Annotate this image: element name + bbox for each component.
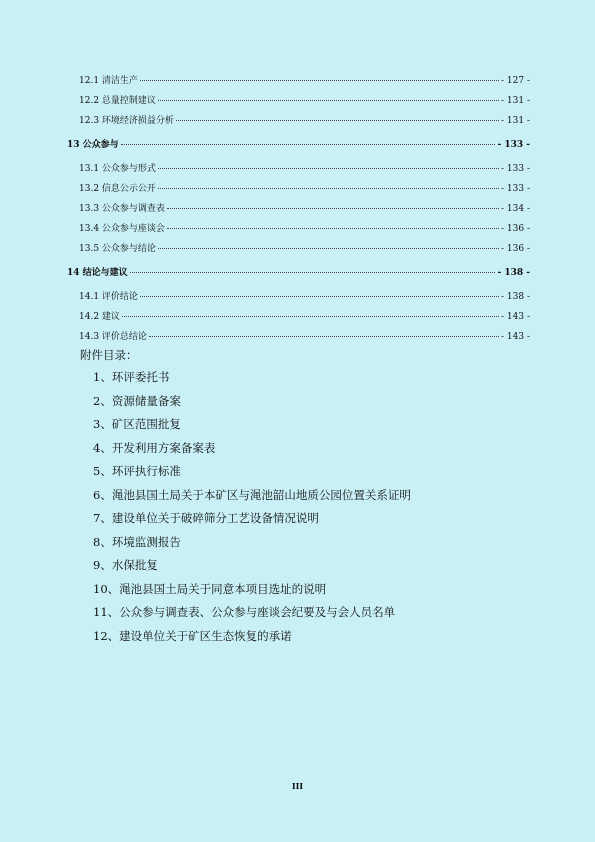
appendix-item: 12、建设单位关于矿区生态恢复的承诺 xyxy=(93,628,292,643)
toc-entry-label: 13.5 公众参与结论 xyxy=(79,244,156,254)
toc-section-entry[interactable] xyxy=(67,307,530,327)
toc-entry-page: - 133 - xyxy=(497,140,530,150)
toc-entry-label: 14 结论与建议 xyxy=(67,268,128,278)
toc-entry-page: - 131 - xyxy=(501,116,530,126)
toc-leader-dots xyxy=(158,99,499,101)
toc-section-entry[interactable] xyxy=(67,239,530,259)
toc-chapter-entry[interactable] xyxy=(67,259,530,287)
appendix-item: 6、渑池县国土局关于本矿区与渑池韶山地质公园位置关系证明 xyxy=(93,487,411,502)
toc-section-entry[interactable] xyxy=(67,287,530,307)
toc-leader-dots xyxy=(158,187,499,189)
toc-entry-label: 14.3 评价总结论 xyxy=(79,332,147,342)
toc-section-entry[interactable] xyxy=(67,219,530,239)
toc-leader-dots xyxy=(140,295,499,297)
appendix-item: 7、建设单位关于破碎筛分工艺设备情况说明 xyxy=(93,511,319,525)
appendix-item: 4、开发利用方案备案表 xyxy=(93,440,216,455)
toc-entry-label: 12.1 清洁生产 xyxy=(79,76,138,86)
toc-entry-label: 13.2 信息公示公开 xyxy=(79,184,156,194)
toc-entry-label: 13.3 公众参与调查表 xyxy=(79,204,165,214)
appendix-item: 1、环评委托书 xyxy=(93,370,170,384)
toc-leader-dots xyxy=(176,119,499,121)
appendix-item: 3、矿区范围批复 xyxy=(93,417,181,431)
appendix-item: 10、渑池县国土局关于同意本项目选址的说明 xyxy=(93,581,327,596)
toc-entry-label: 13.1 公众参与形式 xyxy=(79,164,156,174)
toc-leader-dots xyxy=(122,315,499,317)
toc-entry-label: 12.3 环境经济损益分析 xyxy=(79,116,174,126)
toc-entry-page: - 136 - xyxy=(501,224,530,234)
appendix-item: 11、公众参与调查表、公众参与座谈会纪要及与会人员名单 xyxy=(93,605,396,619)
toc-entry-page: - 143 - xyxy=(501,332,530,342)
appendix-item: 9、水保批复 xyxy=(93,558,158,572)
toc-entry-page: - 134 - xyxy=(501,204,530,214)
toc-entry-page: - 127 - xyxy=(501,76,530,86)
appendix-section xyxy=(80,344,540,648)
page-number: III xyxy=(291,781,304,791)
toc-entry-label: 13.4 公众参与座谈会 xyxy=(79,224,165,234)
toc-entry-page: - 138 - xyxy=(497,268,530,278)
appendix-item: 5、环评执行标准 xyxy=(93,464,181,478)
toc-leader-dots xyxy=(167,227,499,229)
toc-leader-dots xyxy=(158,247,499,249)
toc-entry-page: - 131 - xyxy=(501,96,530,106)
appendix-item: 8、环境监测报告 xyxy=(93,534,181,549)
toc-leader-dots xyxy=(149,335,499,337)
toc-entry-label: 12.2 总量控制建议 xyxy=(79,96,156,106)
toc-leader-dots xyxy=(167,207,499,209)
toc-section-entry[interactable] xyxy=(67,111,530,131)
toc-leader-dots xyxy=(158,167,499,169)
appendix-title: 附件目录： xyxy=(80,348,138,362)
toc-entry-label: 14.2 建议 xyxy=(79,312,120,322)
toc-entry-label: 13 公众参与 xyxy=(67,140,119,150)
toc-entry-page: - 133 - xyxy=(501,164,530,174)
toc-leader-dots xyxy=(121,143,496,145)
toc-entry-page: - 143 - xyxy=(501,312,530,322)
appendix-list xyxy=(80,366,540,648)
toc-chapter-entry[interactable] xyxy=(67,131,530,159)
toc-entry-page: - 133 - xyxy=(501,184,530,194)
toc-section-entry[interactable] xyxy=(67,71,530,91)
appendix-item: 2、资源储量备案 xyxy=(93,393,181,408)
toc-section-entry[interactable] xyxy=(67,199,530,219)
toc-leader-dots xyxy=(130,271,496,273)
table-of-contents xyxy=(67,71,530,347)
toc-section-entry[interactable] xyxy=(67,91,530,111)
toc-section-entry[interactable] xyxy=(67,179,530,199)
toc-leader-dots xyxy=(140,79,499,81)
toc-entry-page: - 136 - xyxy=(501,244,530,254)
toc-entry-page: - 138 - xyxy=(501,292,530,302)
toc-entry-label: 14.1 评价结论 xyxy=(79,292,138,302)
toc-section-entry[interactable] xyxy=(67,159,530,179)
